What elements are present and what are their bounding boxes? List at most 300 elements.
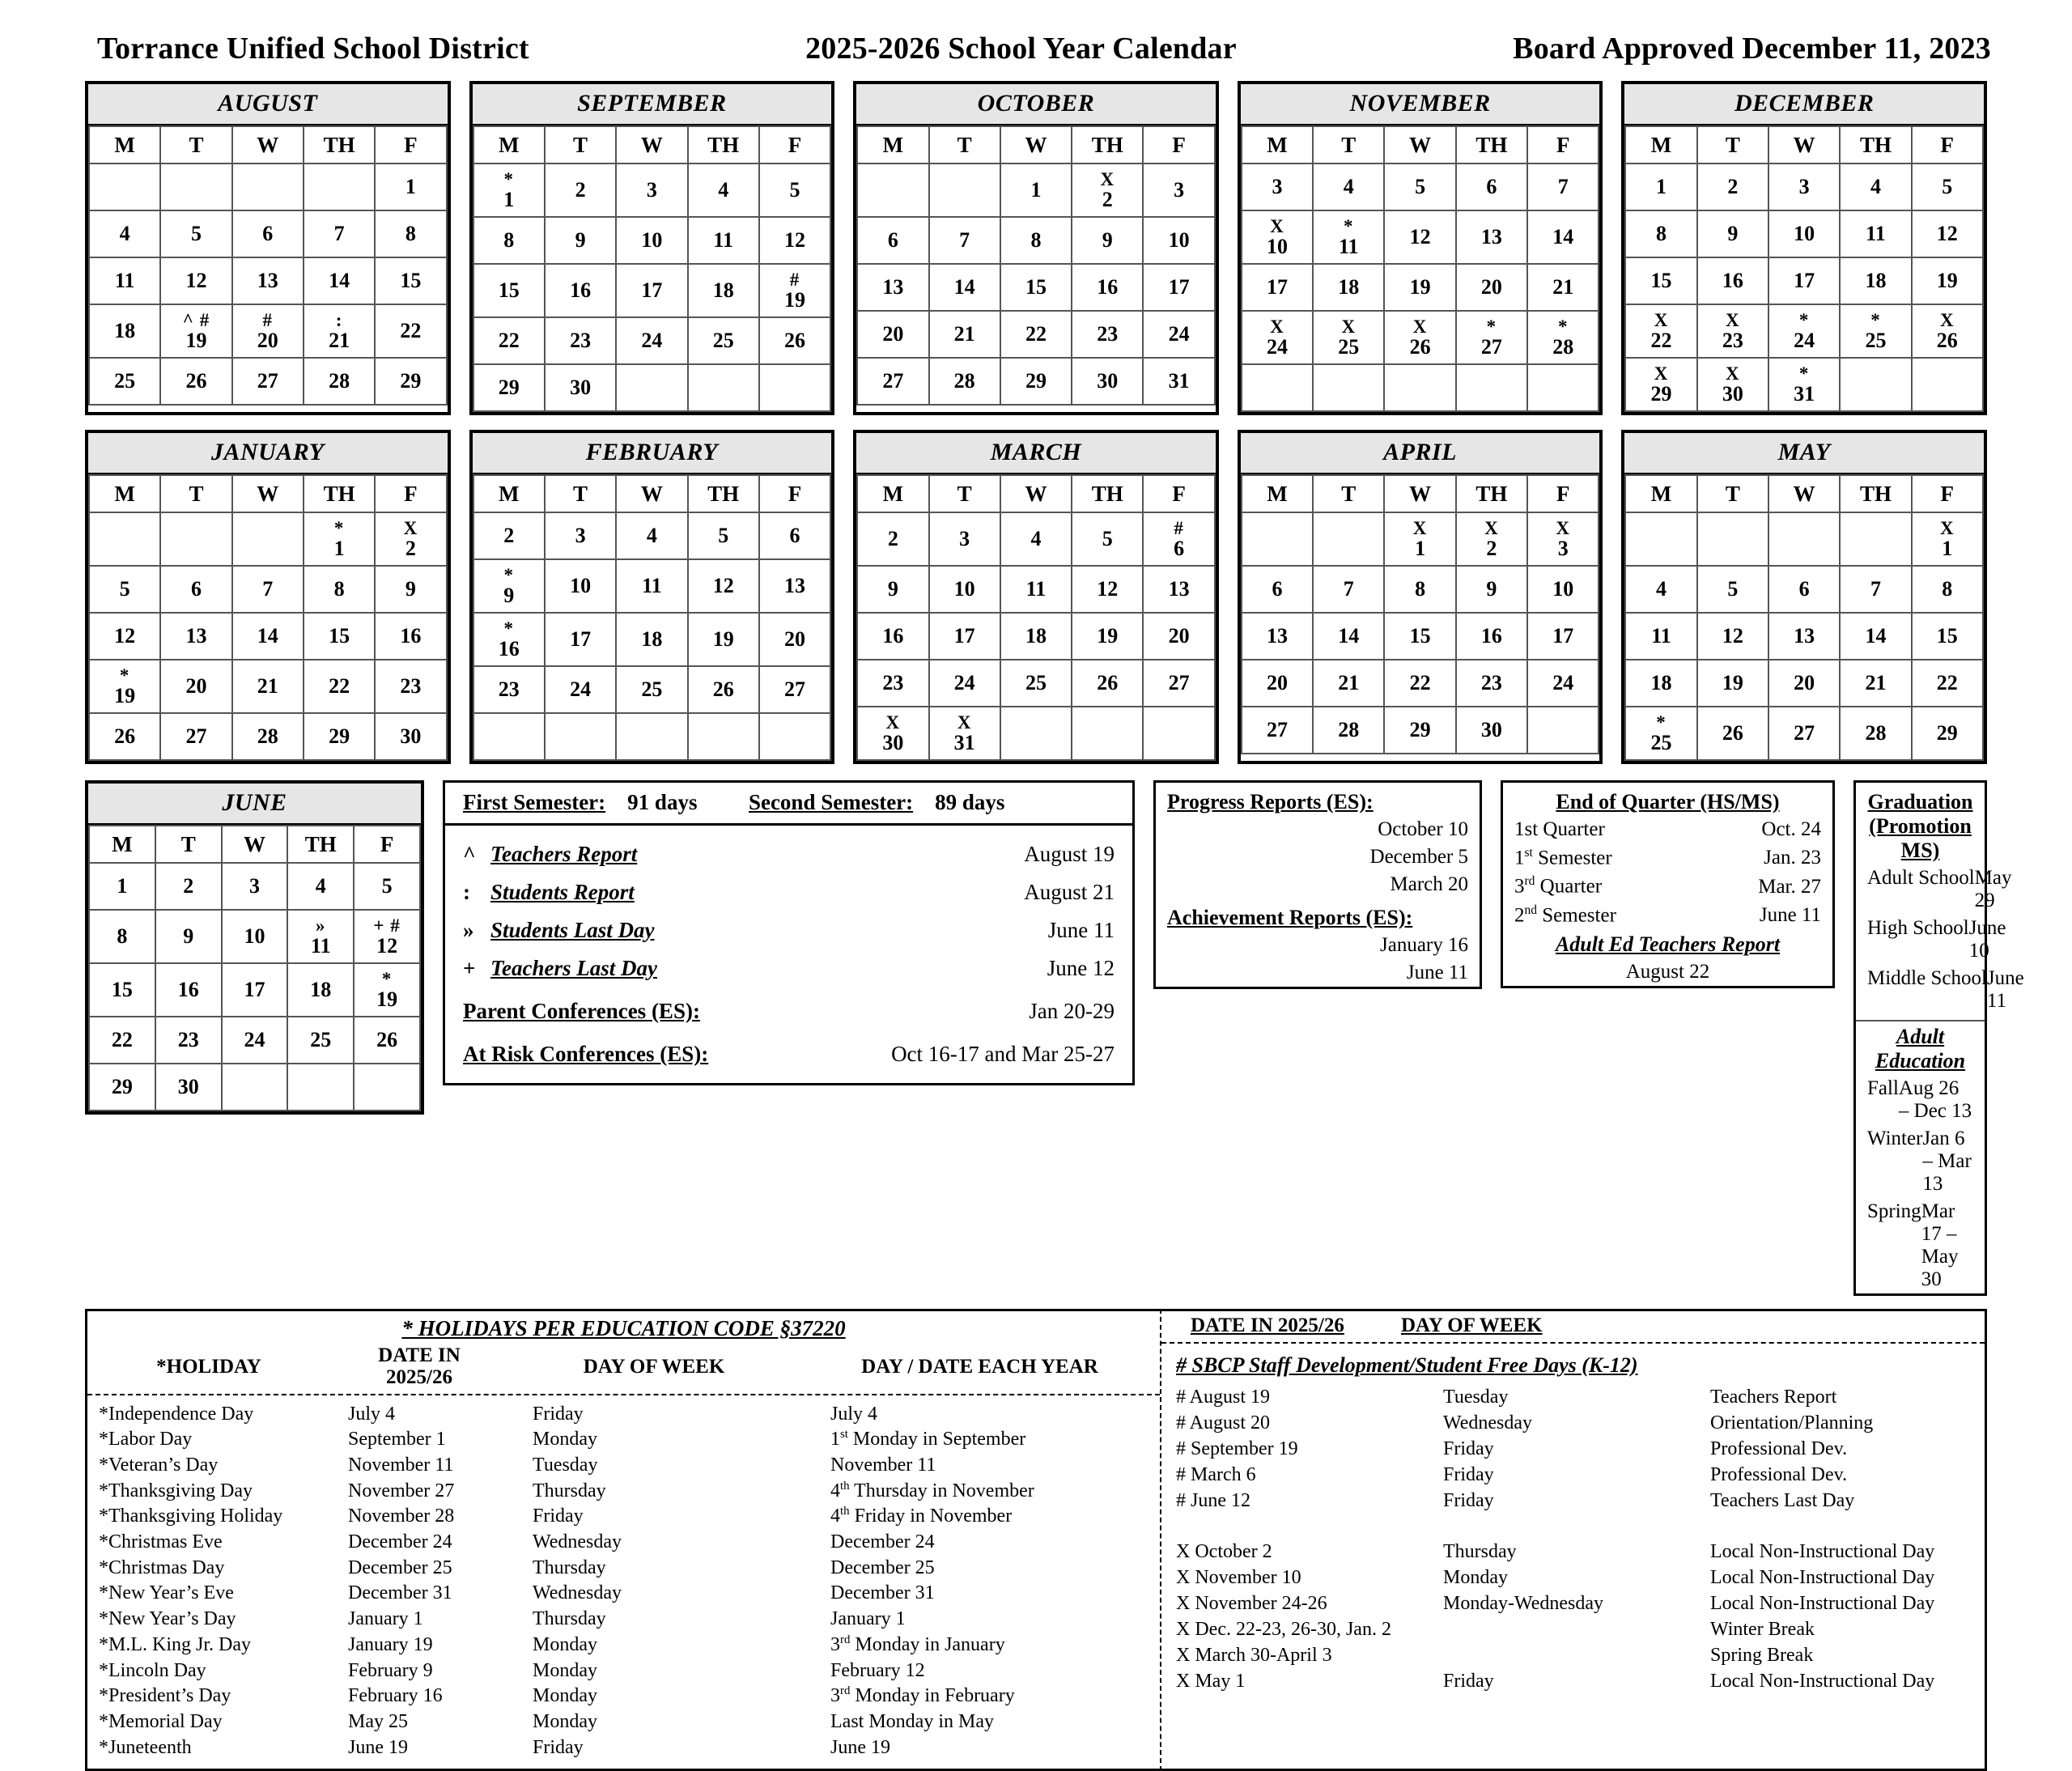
day-number: 1 (333, 536, 345, 560)
day-number: 18 (712, 278, 734, 303)
week-row (89, 713, 447, 760)
week-row (857, 358, 1215, 405)
weekday-m: M (89, 826, 155, 863)
month-name: APRIL (1241, 433, 1600, 474)
month-grid (473, 474, 832, 761)
semester-value: June 12 (1047, 956, 1115, 980)
day-marker: * (1870, 309, 1881, 330)
day-number: 20 (784, 627, 806, 652)
weekday-w: W (1768, 126, 1840, 164)
day-marker: X (957, 711, 972, 733)
day-number: 19 (1097, 624, 1119, 648)
day-number: 26 (1409, 334, 1431, 359)
day-number: 14 (257, 624, 278, 648)
day-number: 22 (498, 329, 520, 353)
empty-cell (160, 512, 231, 566)
sbcp-staff-row (1161, 1462, 1985, 1488)
empty-cell (688, 364, 759, 411)
day-cell (375, 164, 446, 210)
holiday-each-year: December 24 (830, 1531, 935, 1553)
day-cell (857, 311, 928, 358)
day-cell (155, 1017, 222, 1064)
graduation-label: Adult School (1867, 867, 1975, 889)
day-number: 20 (1266, 671, 1288, 695)
day-number: 24 (244, 1028, 265, 1052)
end-of-quarter-value: June 11 (1759, 903, 1821, 926)
day-number: 1 (1415, 536, 1426, 560)
end-of-quarter-panel (1501, 780, 1835, 988)
holiday-day: Monday (533, 1710, 597, 1732)
weekday-th: TH (287, 826, 354, 863)
graduation-rows (1856, 864, 2024, 1015)
day-marker: * (1486, 316, 1497, 337)
month-name: MARCH (856, 433, 1216, 474)
day-cell (1143, 311, 1214, 358)
day-number: 8 (405, 222, 416, 246)
day-number: 8 (117, 924, 128, 949)
day-number: 19 (1936, 269, 1958, 293)
day-cell (857, 358, 928, 405)
day-cell (155, 963, 222, 1017)
empty-cell (354, 1064, 420, 1111)
day-cell (1527, 613, 1599, 660)
graduation-row (1856, 965, 2024, 1015)
end-of-quarter-label: 1st Quarter (1514, 818, 1605, 840)
semester-line (463, 956, 1115, 981)
week-row (89, 566, 447, 613)
day-number: 17 (244, 978, 265, 1002)
sbcp-description: Professional Dev. (1710, 1438, 1848, 1460)
day-marker: X (1484, 517, 1499, 538)
week-row (857, 707, 1215, 760)
day-cell (1242, 264, 1313, 311)
day-cell (1072, 512, 1143, 566)
day-cell (1840, 304, 1911, 358)
day-cell (929, 707, 1000, 760)
month-name: OCTOBER (856, 84, 1216, 125)
day-number: 26 (712, 677, 734, 702)
bottom-row (0, 1309, 2072, 1771)
empty-cell (160, 164, 231, 210)
day-number: 13 (257, 269, 278, 293)
day-number: 22 (1025, 322, 1047, 346)
day-number: 1 (405, 175, 416, 199)
sbcp-nonschool-row (1161, 1539, 1985, 1565)
day-cell (1527, 311, 1599, 364)
month-june (85, 780, 424, 1115)
day-cell (688, 666, 759, 713)
day-number: 22 (400, 319, 422, 343)
holiday-date: December 24 (348, 1531, 452, 1553)
day-cell (1143, 164, 1214, 217)
day-number: 1 (1942, 536, 1953, 560)
day-number: 23 (1480, 671, 1502, 695)
day-number: 24 (1266, 334, 1288, 359)
day-cell (929, 311, 1000, 358)
empty-cell (232, 512, 304, 566)
day-cell (857, 512, 928, 566)
holiday-each-year: December 31 (830, 1582, 935, 1604)
day-cell (1242, 613, 1313, 660)
day-cell (545, 613, 616, 666)
empty-cell (89, 164, 160, 210)
day-number: 3 (1798, 175, 1810, 199)
day-cell (688, 559, 759, 613)
day-number: 19 (185, 328, 207, 352)
day-cell (1242, 707, 1313, 754)
day-cell (160, 257, 231, 304)
day-cell (1242, 311, 1313, 364)
day-number: 11 (1651, 624, 1671, 648)
day-cell (759, 666, 830, 713)
day-number: 13 (1168, 577, 1190, 601)
day-number: 29 (498, 376, 520, 400)
day-cell (1912, 512, 1983, 566)
week-row (857, 660, 1215, 707)
day-cell (545, 512, 616, 559)
day-cell (1242, 210, 1313, 264)
day-cell (857, 707, 928, 760)
day-cell (759, 264, 830, 317)
day-cell (1072, 164, 1143, 217)
day-number: 18 (1338, 275, 1360, 299)
sbcp-staff-row (1161, 1410, 1985, 1436)
day-cell (545, 264, 616, 317)
day-cell (1912, 707, 1983, 760)
day-cell (1697, 707, 1768, 760)
empty-cell (1768, 512, 1840, 566)
holiday-day: Thursday (533, 1557, 606, 1578)
page-header (0, 0, 2072, 66)
day-number: 26 (1936, 328, 1958, 352)
day-number: 5 (1942, 175, 1953, 199)
day-cell (89, 613, 160, 660)
day-number: 5 (718, 524, 729, 548)
day-number: 8 (1942, 577, 1953, 601)
weekday-f: F (1143, 126, 1214, 164)
day-number: 15 (1025, 275, 1047, 299)
semester-lines (445, 826, 1132, 1083)
day-number: 8 (503, 228, 515, 253)
day-cell (89, 713, 160, 760)
sbcp-nonschool-row (1161, 1591, 1985, 1616)
holiday-day: Thursday (533, 1608, 606, 1630)
end-of-quarter-label: 1st Semester (1514, 846, 1612, 869)
sbcp-description: Orientation/Planning (1710, 1412, 1874, 1433)
empty-cell (1912, 358, 1983, 411)
day-number: 12 (376, 933, 398, 958)
end-of-quarter-value: Jan. 23 (1764, 847, 1821, 869)
day-marker: X (1654, 363, 1669, 384)
day-number: 25 (1865, 328, 1887, 352)
holiday-name: *New Year’s Eve (99, 1582, 234, 1604)
month-august (85, 81, 451, 415)
holiday-name: *Christmas Day (99, 1557, 225, 1578)
day-number: 2 (575, 178, 586, 202)
day-cell (1625, 164, 1696, 210)
weekday-w: W (1000, 126, 1072, 164)
day-number: 19 (376, 987, 398, 1011)
day-cell (1697, 358, 1768, 411)
day-cell (1000, 264, 1072, 311)
day-cell (304, 358, 375, 405)
day-cell (1625, 566, 1696, 613)
conference-line (463, 999, 1115, 1024)
day-number: 31 (953, 730, 975, 754)
day-cell (160, 566, 231, 613)
day-number: 13 (1794, 624, 1815, 648)
day-cell (1072, 613, 1143, 660)
day-cell (1527, 660, 1599, 707)
semester-label: Teachers Report (490, 842, 638, 866)
holidays-header-row (87, 1343, 1160, 1395)
day-number: 10 (244, 924, 265, 949)
day-number: 12 (1409, 225, 1431, 249)
day-cell (929, 217, 1000, 264)
day-cell (287, 910, 354, 963)
end-of-quarter-label: 3rd Quarter (1514, 874, 1603, 898)
weekday-m: M (89, 126, 160, 164)
week-row (1625, 358, 1983, 411)
day-cell (929, 613, 1000, 660)
sbcp-gap (1161, 1514, 1985, 1539)
day-number: 13 (1480, 225, 1502, 249)
day-number: 3 (1272, 175, 1283, 199)
holiday-name: *Juneteenth (99, 1736, 192, 1758)
week-row (89, 512, 447, 566)
day-cell (616, 317, 687, 364)
weekday-header-row (857, 126, 1215, 164)
empty-cell (89, 512, 160, 566)
day-cell (287, 1017, 354, 1064)
sbcp-description: Teachers Report (1710, 1386, 1837, 1408)
day-number: 2 (1486, 536, 1497, 560)
holiday-date: November 11 (348, 1455, 454, 1476)
graduation-value: June 10 (1968, 917, 2006, 962)
achievement-report-date: January 16 (1380, 934, 1468, 956)
sbcp-description: Local Non-Instructional Day (1710, 1592, 1935, 1614)
progress-reports-title: Progress Reports (ES): (1167, 790, 1374, 813)
weekday-header-row (1625, 475, 1983, 512)
day-number: 4 (1030, 527, 1042, 551)
day-number: 18 (1650, 671, 1672, 695)
day-cell (1768, 613, 1840, 660)
day-number: 9 (887, 577, 898, 601)
empty-cell (929, 164, 1000, 217)
day-cell (857, 660, 928, 707)
semester-header (445, 783, 1132, 826)
empty-cell (1313, 512, 1384, 566)
week-row (857, 264, 1215, 311)
day-number: 5 (789, 178, 800, 202)
week-row (89, 963, 420, 1017)
adult-ed-teachers-report-date: August 22 (1625, 960, 1710, 983)
month-grid (473, 125, 832, 412)
adult-education-value: Mar 17 – May 30 (1921, 1200, 1959, 1290)
empty-cell (304, 164, 375, 210)
day-cell (1697, 660, 1768, 707)
holiday-row (87, 1556, 1160, 1582)
day-marker: * (503, 564, 514, 585)
day-cell (545, 317, 616, 364)
weekday-w: W (1000, 475, 1072, 512)
weekday-t: T (929, 475, 1000, 512)
month-name: JUNE (88, 784, 421, 825)
day-number: 12 (712, 574, 734, 598)
day-number: 27 (1794, 721, 1815, 745)
day-number: 29 (400, 369, 422, 393)
day-number: 11 (713, 228, 733, 253)
day-cell (160, 713, 231, 760)
semester-label: Students Report (490, 880, 635, 904)
day-number: 11 (114, 269, 135, 293)
day-cell (1384, 566, 1455, 613)
day-cell (304, 613, 375, 660)
day-cell (616, 512, 687, 559)
day-number: 16 (498, 636, 520, 660)
day-marker: X (1726, 363, 1740, 384)
holiday-name: *Independence Day (99, 1403, 254, 1425)
day-number: 27 (257, 369, 278, 393)
month-september (469, 81, 835, 415)
day-number: 20 (882, 322, 904, 346)
day-number: 28 (1552, 334, 1574, 359)
day-number: 20 (1168, 624, 1190, 648)
progress-reports-panel (1153, 780, 1482, 989)
day-cell (354, 1017, 420, 1064)
day-cell (354, 910, 420, 963)
holiday-date: February 16 (348, 1685, 443, 1707)
sbcp-description: Local Non-Instructional Day (1710, 1566, 1935, 1588)
day-number: 30 (400, 724, 422, 749)
weekday-th: TH (1456, 475, 1527, 512)
day-number: 5 (1727, 577, 1739, 601)
sbcp-day: Tuesday (1443, 1386, 1509, 1408)
week-row (473, 613, 831, 666)
day-cell (688, 164, 759, 217)
day-number: 13 (784, 574, 806, 598)
day-cell (89, 963, 155, 1017)
weekday-f: F (375, 475, 446, 512)
day-number: 1 (1656, 175, 1667, 199)
day-number: 12 (114, 624, 136, 648)
day-number: 28 (1865, 721, 1887, 745)
day-number: 9 (503, 583, 515, 607)
day-marker: * (1798, 309, 1810, 330)
day-cell (232, 713, 304, 760)
semester-label: Students Last Day (490, 918, 655, 942)
sbcp-description: Spring Break (1710, 1645, 1814, 1667)
day-number: 9 (575, 228, 586, 253)
day-cell (155, 863, 222, 910)
holiday-date: February 9 (348, 1659, 433, 1681)
day-cell (1143, 264, 1214, 311)
day-number: 13 (185, 624, 207, 648)
day-marker: X (403, 517, 418, 538)
day-cell (1840, 164, 1911, 210)
day-cell (155, 1064, 222, 1111)
day-cell (232, 358, 304, 405)
day-cell (929, 660, 1000, 707)
day-number: 23 (1722, 328, 1743, 352)
holiday-row (87, 1735, 1160, 1761)
graduation-label: High School (1867, 917, 1969, 939)
holidays-col-holiday: *HOLIDAY (156, 1355, 261, 1378)
conference-label: Parent Conferences (ES): (463, 999, 700, 1023)
day-number: 20 (185, 674, 207, 699)
day-number: 24 (1552, 671, 1574, 695)
day-cell (375, 304, 446, 358)
day-number: 11 (1025, 577, 1047, 601)
day-cell (1384, 311, 1455, 364)
day-cell (1242, 566, 1313, 613)
day-marker: + # (373, 915, 401, 936)
day-number: 3 (646, 178, 657, 202)
month-name: DECEMBER (1624, 84, 1984, 125)
week-row (473, 364, 831, 411)
achievement-report-date: June 11 (1406, 962, 1468, 983)
month-name: JANUARY (88, 433, 448, 474)
holiday-name: *Lincoln Day (99, 1659, 206, 1681)
holiday-date: September 1 (348, 1429, 446, 1450)
day-number: 17 (1266, 275, 1288, 299)
day-cell (1527, 512, 1599, 566)
week-row (1625, 613, 1983, 660)
day-cell (160, 210, 231, 257)
day-cell (375, 257, 446, 304)
day-number: 12 (185, 269, 207, 293)
week-row (89, 164, 447, 210)
empty-cell (1242, 512, 1313, 566)
day-cell (1000, 311, 1072, 358)
end-of-quarter-value: Mar. 27 (1758, 875, 1821, 898)
day-cell (1697, 613, 1768, 660)
holiday-each-year: November 11 (830, 1455, 936, 1476)
weekday-w: W (616, 126, 687, 164)
weekday-w: W (222, 826, 288, 863)
week-row (1625, 512, 1983, 566)
weekday-header-row (473, 475, 831, 512)
day-number: 3 (1557, 536, 1569, 560)
day-number: 9 (1102, 228, 1113, 253)
sbcp-date: # March 6 (1176, 1464, 1256, 1486)
day-marker: » (316, 915, 326, 936)
week-row (857, 164, 1215, 217)
week-row (89, 210, 447, 257)
empty-cell (1527, 364, 1599, 411)
day-cell (1143, 613, 1214, 660)
day-number: 29 (329, 724, 350, 749)
day-cell (1000, 566, 1072, 613)
sbcp-staff-rows (1161, 1384, 1985, 1514)
day-cell (1143, 566, 1214, 613)
day-number: 15 (1936, 624, 1958, 648)
day-number: 17 (1168, 275, 1190, 299)
week-row (473, 164, 831, 217)
day-number: 25 (1338, 334, 1360, 359)
weekday-th: TH (304, 126, 375, 164)
day-number: 24 (641, 329, 663, 353)
day-number: 15 (400, 269, 422, 293)
day-number: 11 (1866, 222, 1886, 246)
empty-cell (222, 1064, 288, 1111)
adult-education-label: Spring (1867, 1200, 1921, 1222)
day-number: 14 (329, 269, 350, 293)
day-marker: : (335, 309, 343, 330)
day-number: 16 (1480, 624, 1502, 648)
month-january (85, 430, 451, 764)
weekday-t: T (545, 126, 616, 164)
